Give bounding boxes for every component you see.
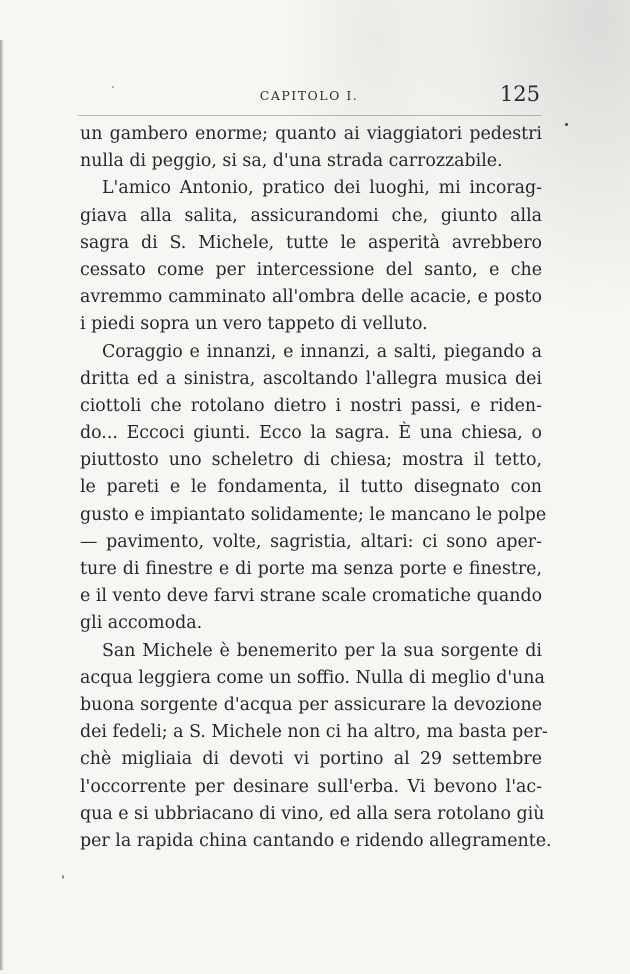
- text-line: piuttosto uno scheletro di chiesa; mostra il tetto,: [80, 450, 542, 471]
- text-line: nulla di peggio, si sa, d'una strada carrozzabile.: [80, 151, 503, 172]
- text-line: giava alla salita, assicurandomi che, giunto alla: [80, 205, 542, 226]
- text-line: un gambero enorme; quanto ai viaggiatori pedestri: [80, 124, 542, 144]
- text-line: e il vento deve farvi strane scale cromatiche quando: [80, 586, 543, 607]
- text-line: cessato come per intercessione del santo, e che: [80, 259, 542, 280]
- paragraph-start-line: L'amico Antonio, pratico dei luoghi, mi incorag-: [102, 178, 542, 199]
- paragraph-start-line: Coraggio e innanzi, e innanzi, a salti, piegando a: [102, 341, 542, 362]
- text-line: acqua leggiera come un soffio. Nulla di meglio d'una: [80, 667, 545, 688]
- text-line: ture di finestre e di porte ma senza porte e finestre,: [80, 559, 542, 579]
- text-line: do... Eccoci giunti. Ecco la sagra. È una chiesa, o: [80, 423, 542, 444]
- text-line: — pavimento, volte, sagristia, altari: ci sono aper-: [80, 531, 542, 552]
- text-line: ciottoli che rotolano dietro i nostri passi, e riden-: [80, 395, 542, 416]
- text-line: per la rapida china cantando e ridendo allegramente.: [80, 830, 552, 851]
- text-line: chè migliaia di devoti vi portino al 29 settembre: [80, 749, 542, 770]
- text-line: avremmo camminato all'ombra delle acacie, e posto: [80, 287, 542, 308]
- body-text: [80, 121, 552, 855]
- text-line: i piedi sopra un vero tappeto di velluto.: [80, 314, 428, 335]
- text-line: l'occorrente per desinare sull'erba. Vi bevono l'ac-: [80, 776, 542, 797]
- header-rule: [78, 115, 542, 116]
- ink-speck: [112, 86, 114, 88]
- chapter-title: CAPITOLO I.: [259, 88, 359, 103]
- text-line: sagra di S. Michele, tutte le asperità avrebbero: [80, 232, 542, 253]
- page-number: 125: [499, 82, 540, 106]
- page-binding-shadow: [0, 40, 4, 970]
- text-line: le pareti e le fondamenta, il tutto disegnato con: [80, 477, 542, 498]
- ink-speck: [62, 875, 64, 879]
- text-line: dei fedeli; a S. Michele non ci ha altro, ma basta per-: [80, 722, 548, 743]
- running-header: [78, 80, 540, 110]
- ink-speck: [565, 123, 568, 126]
- text-line: gli accomoda.: [80, 613, 203, 634]
- text-line: gusto e impiantato solidamente; le mancano le polpe: [80, 504, 547, 525]
- text-line: dritta ed a sinistra, ascoltando l'allegra musica dei: [80, 368, 542, 389]
- paragraph-start-line: San Michele è benemerito per la sua sorgente di: [102, 640, 542, 661]
- text-line: qua e si ubbriacano di vino, ed alla sera rotolano giù: [80, 803, 545, 824]
- text-line: buona sorgente d'acqua per assicurare la devozione: [80, 694, 542, 715]
